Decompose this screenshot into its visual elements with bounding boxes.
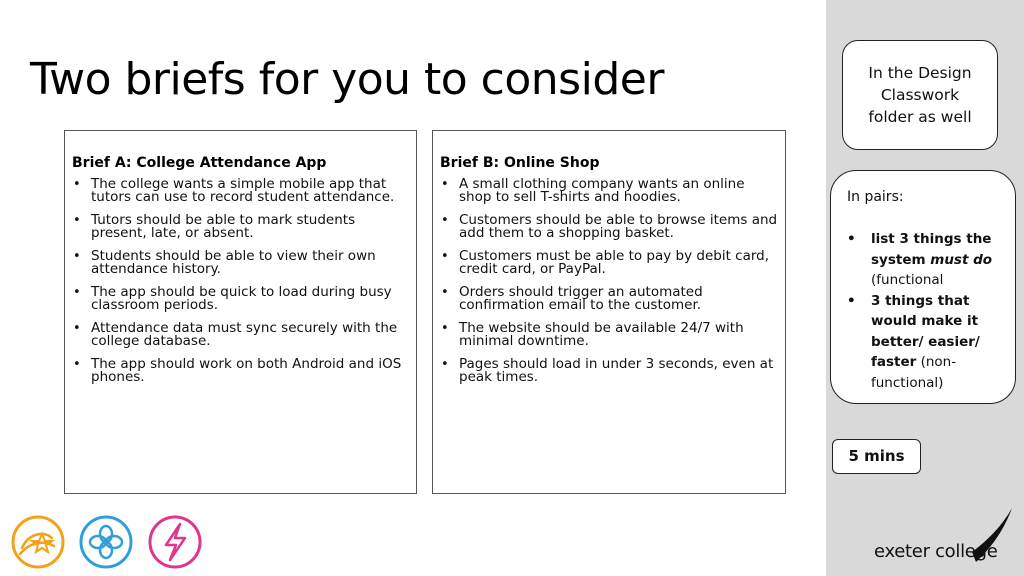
brief-b-heading: Brief B: Online Shop (440, 155, 600, 171)
list-item: • Tutors should be able to mark students present, late, or absent. (72, 214, 410, 240)
list-item: • Pages should load in under 3 seconds, even at peak times. (440, 358, 779, 384)
list-item: • The website should be available 24/7 with minimal downtime. (440, 322, 779, 348)
list-item: • Students should be able to view their own attendance history. (72, 250, 410, 276)
pairs-item2-rest: (non-functional) (871, 354, 957, 391)
slide-title: Two briefs for you to consider (30, 54, 664, 105)
list-item: • Customers must be able to pay by debit card, credit card, or PayPal. (440, 250, 779, 276)
list-item: • A small clothing company wants an online shop to sell T-shirts and hoodies. (440, 178, 779, 204)
four-petal-knot-icon (81, 517, 131, 567)
college-logo: exeter college (874, 541, 998, 562)
pairs-item1-italic: must do (930, 251, 993, 268)
timer-badge: 5 mins (832, 439, 921, 474)
list-item: • Attendance data must sync securely with the college database. (72, 322, 410, 348)
brief-a-heading: Brief A: College Attendance App (72, 155, 327, 171)
design-note-line: folder as well (868, 108, 972, 126)
list-item: • The app should be quick to load during busy classroom periods. (72, 286, 410, 312)
brief-a-box (64, 130, 417, 494)
star-swirl-icon (13, 517, 63, 567)
list-item: • Customers should be able to browse items and add them to a shopping basket. (440, 214, 779, 240)
pairs-item2-bold: 3 things that would make it better/ easier/ faster (871, 292, 980, 370)
brief-b-list (440, 178, 779, 394)
sidebar-panel (826, 0, 1024, 576)
pairs-item1-bold: list 3 things the system (871, 231, 992, 268)
pairs-item1-rest: (functional (871, 272, 944, 288)
brief-b-box (432, 130, 786, 494)
list-item: • The app should work on both Android and iOS phones. (72, 358, 410, 384)
decorative-icons (0, 510, 220, 576)
design-note-line: Classwork (880, 86, 960, 104)
college-logo-swoosh-icon (826, 0, 1024, 576)
design-note-line: In the Design (868, 64, 972, 82)
lightning-bolt-icon (150, 517, 200, 567)
list-item: • Orders should trigger an automated confirmation email to the customer. (440, 286, 779, 312)
pairs-heading: In pairs: (847, 189, 904, 205)
list-item: • The college wants a simple mobile app that tutors can use to record student attendance. (72, 178, 410, 204)
brief-a-list (72, 178, 410, 394)
